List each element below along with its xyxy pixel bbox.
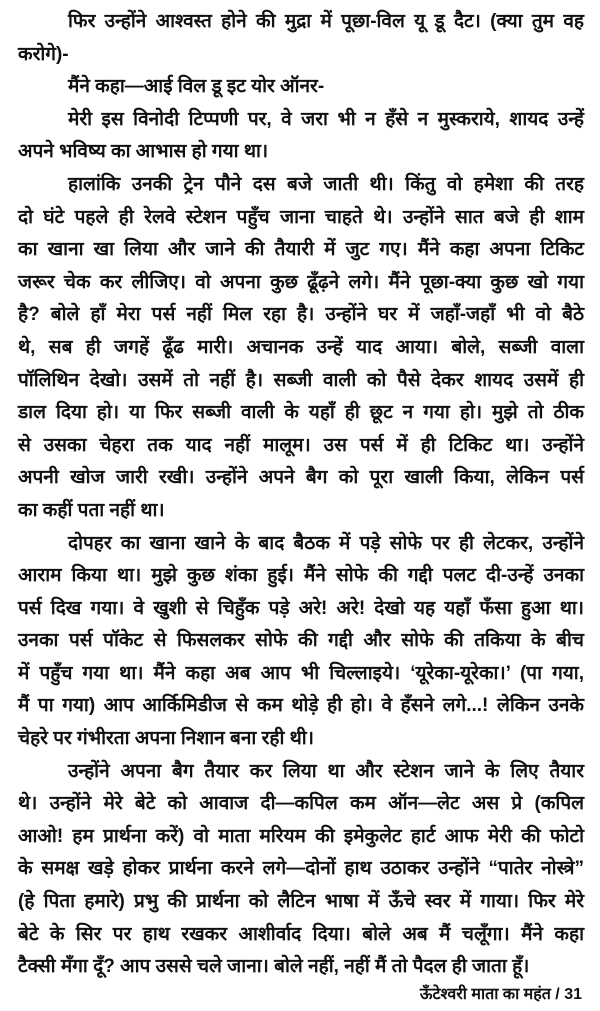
text-line: डाल दिया हो। या फिर सब्जी वाली के यहाँ ही छूट न गया हो। मुझे तो ठीक	[18, 402, 584, 424]
text-line: थे, सब ही जगहें ढूँढ मारी। अचानक उन्हें याद आया। बोले, सब्जी वाला	[18, 336, 584, 358]
text-line: आओ! हम प्रार्थना करें) वो माता मरियम की इमेकुलेट हार्ट आफ मेरी की फोटो	[18, 825, 584, 847]
text-line: जरूर चेक कर लीजिए। वो अपना कुछ ढूँढ़ने लगे। मैंने पूछा-क्या कुछ खो गया	[18, 271, 584, 293]
text-line: (हे पिता हमारे) प्रभु की प्रार्थना को लैटिन भाषा में ऊँचे स्वर में गाया। फिर मेरे	[18, 891, 584, 913]
text-line: बेटे के सिर पर हाथ रखकर आशीर्वाद दिया। बोले अब मैं चलूँगा। मैंने कहा	[18, 923, 584, 945]
text-line: पर्स दिख गया। वे खुशी से चिहुँक पड़े अरे! अरे! देखो यह यहाँ फँसा हुआ था।	[18, 597, 584, 619]
document-body	[18, 6, 584, 984]
text-line: का खाना खा लिया और जाने की तैयारी में जुट गए। मैंने कहा अपना टिकिट	[18, 239, 584, 261]
text-line: फिर उन्होंने आश्वस्त होने की मुद्रा में पूछा-विल यू डू दैट। (क्या तुम वह	[68, 11, 584, 32]
text-line: से उसका चेहरा तक याद नहीं मालूम। उस पर्स में ही टिकिट था। उन्होंने	[18, 434, 584, 456]
text-line: पॉलिथिन देखो। उसमें तो नहीं है। सब्जी वाली को पैसे देकर शायद उसमें ही	[18, 369, 584, 391]
paragraph	[18, 169, 584, 528]
text-line: अपने भविष्य का आभास हो गया था।	[18, 141, 269, 163]
paragraph	[18, 528, 584, 756]
text-line: के समक्ष खड़े होकर प्रार्थना करने लगे—दोनों हाथ उठाकर उन्होंने “पातेर नोस्त्रे”	[18, 858, 584, 880]
text-line: थे। उन्होंने मेरे बेटे को आवाज दी—कपिल कम ऑन—लेट अस प्रे (कपिल	[18, 793, 584, 815]
text-line: मैं पा गया) आप आर्किमिडीज से कम थोड़े ही हो। वे हँसने लगे...! लेकिन उनके	[18, 695, 584, 717]
text-line: उनका पर्स पॉकेट से फिसलकर सोफे की गद्दी और सोफे की तकिया के बीच	[18, 630, 584, 652]
text-line: हालांकि उनकी ट्रेन पौने दस बजे जाती थी। किंतु वो हमेशा की तरह	[68, 173, 584, 195]
text-line: है? बोले हाँ मेरा पर्स नहीं मिल रहा है। उन्होंने घर में जहाँ-जहाँ भी वो बैठे	[18, 304, 584, 326]
text-line: मेरी इस विनोदी टिप्पणी पर, वे जरा भी न हँसे न मुस्कराये, शायद उन्हें	[68, 108, 584, 130]
page-footer: ऊँटेश्वरी माता का महंत / 31	[419, 986, 582, 1003]
paragraph	[18, 6, 584, 71]
text-line: करोगे)-	[18, 43, 69, 65]
paragraph	[18, 756, 584, 984]
text-line: आराम किया था। मुझे कुछ शंका हुई। मैंने सोफे की गद्दी पलट दी-उन्हें उनका	[18, 565, 584, 587]
text-line: टैक्सी मँगा दूँ? आप उससे चले जाना। बोले नहीं, नहीं मैं तो पैदल ही जाता हूँ।	[18, 956, 530, 978]
text-line: में पहुँच गया था। मैंने कहा अब आप भी चिल्लाइये। ‘यूरेका-यूरेका।’ (पा गया,	[18, 662, 584, 684]
text-line: चेहरे पर गंभीरता अपना निशान बना रही थी।	[18, 728, 314, 750]
text-line: दोपहर का खाना खाने के बाद बैठक में पड़े सोफे पर ही लेटकर, उन्होंने	[68, 532, 584, 554]
text-line: उन्होंने अपना बैग तैयार कर लिया था और स्टेशन जाने के लिए तैयार	[68, 760, 584, 782]
text-line: अपनी खोज जारी रखी। उन्होंने अपने बैग को पूरा खाली किया, लेकिन पर्स	[18, 467, 584, 489]
paragraph	[18, 104, 584, 169]
text-line: का कहीं पता नहीं था।	[18, 499, 165, 521]
paragraph	[18, 71, 584, 104]
text-line: दो घंटे पहले ही रेलवे स्टेशन पहुँच जाना चाहते थे। उन्होंने सात बजे ही शाम	[18, 206, 584, 228]
text-line: मैंने कहा—आई विल डू इट योर ऑनर-	[68, 76, 325, 98]
